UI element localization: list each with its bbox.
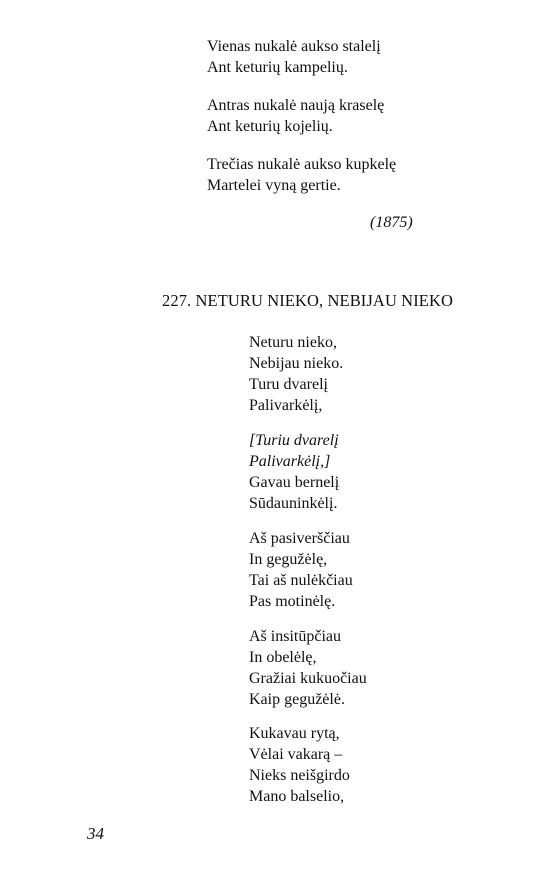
poem-line: Neturu nieko, [249, 334, 337, 351]
poem-stanza-2 [249, 430, 499, 514]
poem-line: Aš pasiverščiau [249, 530, 350, 547]
poem-line-editorial: [Turiu dvarelį [249, 432, 339, 449]
poem-line-editorial: Palivarkėlį,] [249, 453, 331, 470]
poem-line: Pas motinėlę. [249, 593, 336, 610]
poem-line: Vienas nukalė aukso stalelį [207, 38, 381, 55]
poem-line: In gegužėlę, [249, 551, 328, 568]
poem-stanza-4 [249, 626, 499, 710]
poem-line: Trečias nukalė aukso kupkelę [207, 156, 397, 173]
poem-line: Nebijau nieko. [249, 355, 344, 372]
poem-stanza-1 [249, 332, 499, 416]
poem-stanza-5 [249, 723, 499, 807]
poem-line: Tai aš nulėkčiau [249, 572, 353, 589]
poem-line: Vėlai vakarą – [249, 746, 343, 763]
poem-line: Turu dvarelį [249, 376, 328, 393]
poem-line: Sūdauninkėlį. [249, 495, 338, 512]
poem-line: Antras nukalė naują kraselę [207, 97, 385, 114]
poem-line: Kukavau rytą, [249, 725, 340, 742]
poem-line: Gražiai kukuočiau [249, 670, 367, 687]
poem-stanza-3 [249, 528, 499, 612]
stanza-top-2 [207, 95, 507, 137]
stanza-top-3 [207, 154, 507, 196]
poem-line: Nieks neišgirdo [249, 767, 350, 784]
stanza-top-1 [207, 36, 507, 78]
poem-line: Ant keturių kampelių. [207, 59, 348, 76]
poem-line: Mano balselio, [249, 788, 345, 805]
page-number: 34 [87, 824, 104, 843]
poem-line: Martelei vyną gertie. [207, 177, 341, 194]
poem-date: (1875) [370, 214, 413, 231]
poem-line: Kaip gegužėlė. [249, 691, 345, 708]
poem-line: Ant keturių kojelių. [207, 118, 333, 135]
poem-line: In obelėlę, [249, 649, 317, 666]
poem-title: 227. NETURU NIEKO, NEBIJAU NIEKO [162, 291, 453, 310]
poem-line: Aš insitūpčiau [249, 628, 341, 645]
poem-line: Palivarkėlį, [249, 397, 323, 414]
poem-line: Gavau bernelį [249, 474, 340, 491]
